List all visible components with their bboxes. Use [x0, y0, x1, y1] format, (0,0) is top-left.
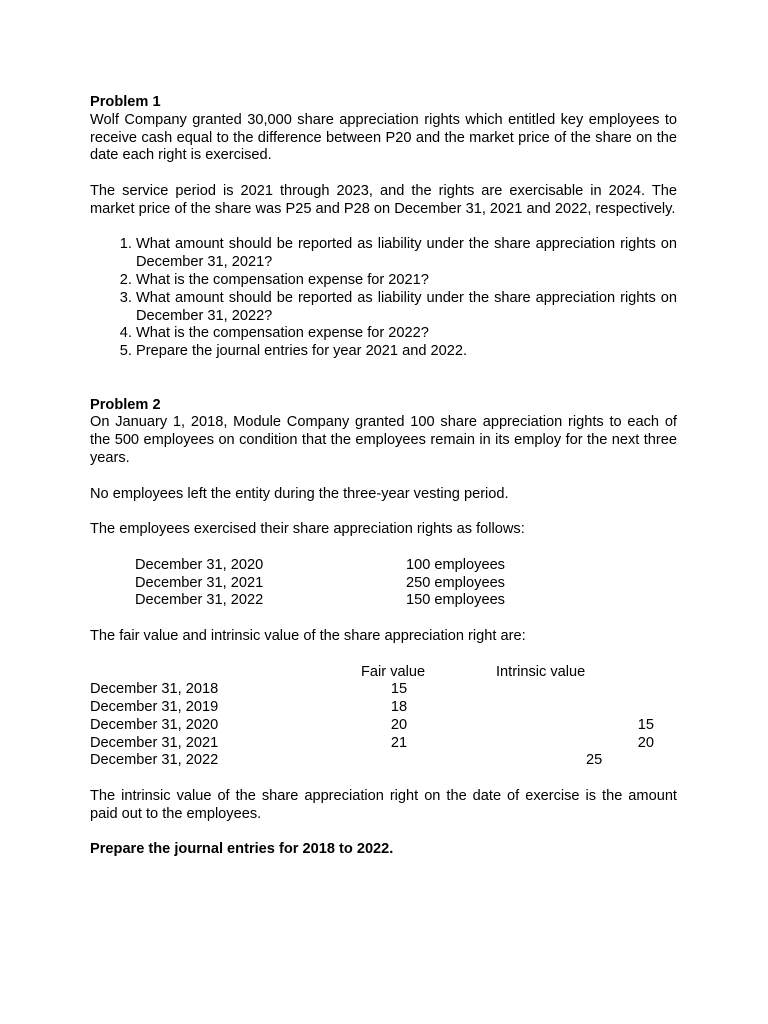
question-4: 4. What is the compensation expense for 2022? [136, 325, 677, 343]
problem-1-paragraph-2: The service period is 2021 through 2023, and the rights are exercisable in 2024. The market price of the share was P25 and P28 on December 31, 2021 and 2022, respectively. [90, 182, 677, 217]
value-date: December 31, 2021 [90, 734, 219, 751]
exercise-row [135, 575, 677, 593]
question-3: 3. What amount should be reported as liability under the share appreciation rights on December 31, 2022? [136, 290, 677, 326]
exercise-date: December 31, 2020 [135, 556, 264, 573]
value-row [90, 752, 677, 770]
exercise-date: December 31, 2021 [135, 574, 264, 591]
fair-value: 21 [390, 734, 408, 751]
problem-2-paragraph-2: No employees left the entity during the three-year vesting period. [90, 485, 509, 502]
value-date: December 31, 2019 [90, 699, 219, 716]
fair-value: 15 [390, 681, 408, 698]
intrinsic-value [544, 699, 654, 717]
exercise-count: 150 employees [406, 592, 505, 609]
intrinsic-value [544, 681, 654, 699]
problem-1-title: Problem 1 [90, 94, 161, 110]
problem-1-questions [90, 236, 677, 361]
problem-2-paragraph-1: On January 1, 2018, Module Company granted 100 share appreciation rights to each of the 500 employees on condition that the employees remain in its employ for the next three years. [90, 414, 677, 466]
value-row [90, 735, 677, 753]
question-1: 1. What amount should be reported as liability under the share appreciation rights on December 31, 2021? [136, 236, 677, 272]
fair-value: 20 [390, 716, 408, 733]
value-row [90, 717, 677, 735]
problem-1-paragraph-1: Wolf Company granted 30,000 share appreciation rights which entitled key employees to receive cash equal to the difference between P20 and the market price of the share on the date each right is exercised. [90, 111, 677, 164]
problem-2-paragraph-4: The fair value and intrinsic value of the share appreciation right are: [90, 627, 526, 644]
intrinsic-value: 15 [637, 716, 654, 733]
value-table [90, 664, 677, 771]
value-row [90, 699, 677, 717]
value-row [90, 681, 677, 699]
document-page [90, 94, 677, 859]
value-table-header [90, 664, 677, 682]
question-2: 2. What is the compensation expense for 2021? [136, 272, 677, 290]
question-5: 5. Prepare the journal entries for year 2021 and 2022. [136, 343, 677, 361]
fair-value-header: Fair value [361, 663, 426, 680]
exercise-schedule [135, 557, 677, 610]
value-date: December 31, 2020 [90, 716, 219, 733]
fair-value: 18 [390, 699, 408, 716]
exercise-row [135, 592, 677, 610]
intrinsic-value-header: Intrinsic value [496, 663, 586, 680]
exercise-count: 100 employees [406, 556, 505, 573]
problem-2-paragraph-5: The intrinsic value of the share appreciation right on the date of exercise is the amount paid out to the employees. [90, 788, 677, 822]
problem-2-paragraph-3: The employees exercised their share appreciation rights as follows: [90, 521, 525, 538]
exercise-row [135, 557, 677, 575]
exercise-date: December 31, 2022 [135, 592, 264, 609]
fair-value [359, 752, 439, 770]
exercise-count: 250 employees [406, 574, 505, 591]
value-date: December 31, 2018 [90, 681, 219, 698]
intrinsic-value: 25 [586, 752, 603, 769]
problem-2-instruction: Prepare the journal entries for 2018 to 2022. [90, 841, 394, 858]
intrinsic-value: 20 [637, 734, 654, 751]
value-date: December 31, 2022 [90, 752, 219, 769]
problem-2-title: Problem 2 [90, 396, 161, 413]
